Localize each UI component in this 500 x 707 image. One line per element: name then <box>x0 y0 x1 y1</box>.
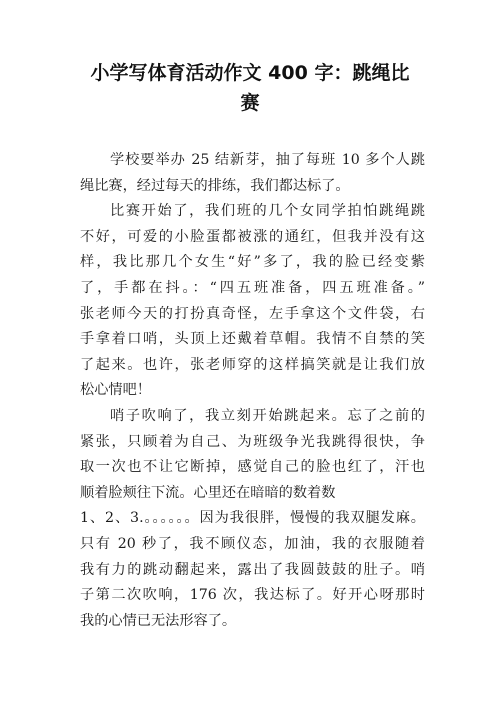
text-line: 哨子吹响了，我立刻开始跳起来。忘了之前的 <box>110 407 425 424</box>
text-line: 紧张，只顾着为自己、为班级争光我跳得很快，争 <box>80 433 425 450</box>
text-line: 学校要举办 25 结新芽，抽了每班 10 多个人跳 <box>110 152 425 168</box>
document-title-line-1: 小学写体育活动作文 400 字：跳绳比 <box>90 62 410 84</box>
text-line: 比赛开始了，我们班的几个女同学拍怕跳绳跳 <box>110 203 425 220</box>
text-line: 了，手都在抖。：“四五班准备，四五班准备。” <box>80 279 425 296</box>
text-line: 手拿着口哨，头顶上还戴着草帽。我情不自禁的笑 <box>80 331 425 348</box>
text-line: 样，我比那几个女生“好”多了，我的脸已经变紫 <box>80 254 425 271</box>
document-title <box>60 58 440 118</box>
text-line: 松心情吧！ <box>80 382 151 399</box>
text-line: 子第二次吹响，176 次，我达标了。好开心呀那时 <box>80 587 425 604</box>
text-line: 了起来。也许，张老师穿的这样搞笑就是让我们放 <box>80 356 425 373</box>
text-line: 取一次也不让它断掉，感觉自己的脸也红了，汗也 <box>80 459 425 476</box>
document-title-line-2: 赛 <box>240 92 260 114</box>
text-line: 不好，可爱的小脸蛋都被涨的通红，但我并没有这 <box>80 228 425 245</box>
text-line: 绳比赛，经过每天的排练，我们都达标了。 <box>80 177 350 194</box>
text-line: 只有 20 秒了，我不顾仪态，加油，我的衣服随着 <box>80 535 425 552</box>
document-body <box>80 148 425 634</box>
text-line: 顺着脸颊往下流。心里还在暗暗的数着数 <box>80 484 336 501</box>
text-line: 张老师今天的打扮真奇怪，左手拿这个文件袋，右 <box>80 305 425 322</box>
text-line: 我的心情已无法形容了。 <box>80 612 237 629</box>
text-line: 1、2、3.。。。。。。因为我很胖，慢慢的我双腿发麻。 <box>80 510 425 527</box>
text-line: 我有力的跳动翻起来，露出了我圆鼓鼓的肚子。哨 <box>80 561 425 578</box>
